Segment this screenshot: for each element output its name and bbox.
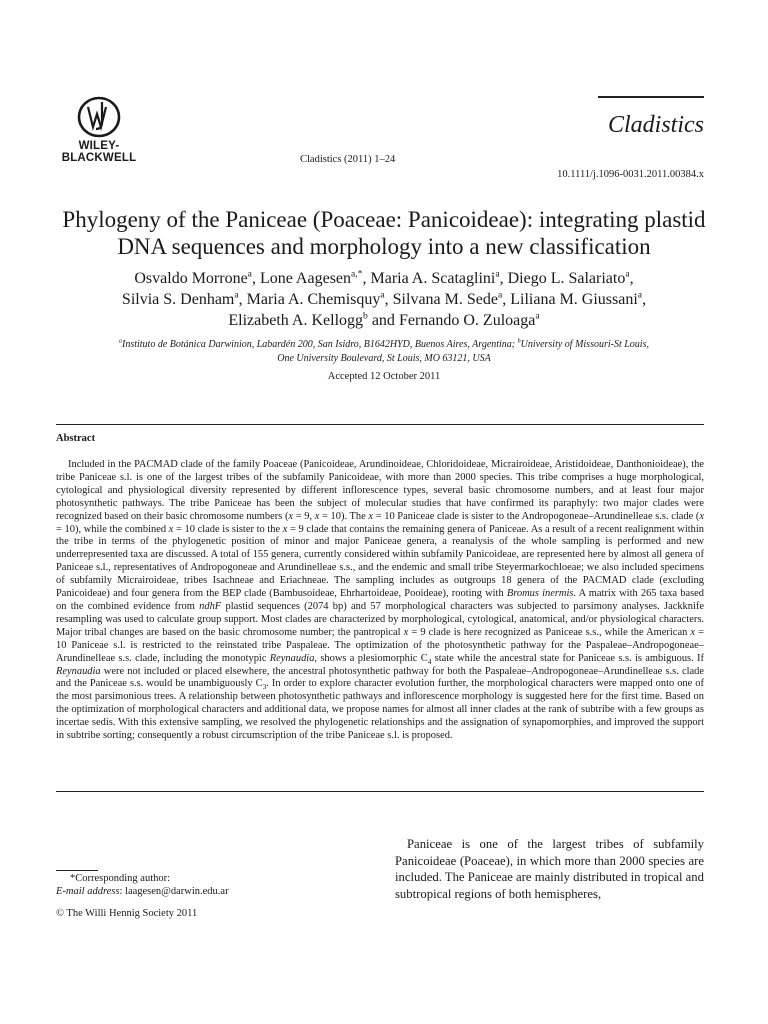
abstract-italic-term: ndhF <box>199 600 222 612</box>
journal-name: Cladistics <box>607 112 704 138</box>
corresponding-author-label: *Corresponding author: <box>70 873 171 884</box>
affiliation-line-1 <box>40 338 728 352</box>
author-affiliation-mark: a <box>625 268 630 280</box>
abstract-italic-term: x <box>282 523 288 535</box>
abstract-heading: Abstract <box>56 433 96 444</box>
abstract-italic-term: x <box>168 523 174 535</box>
abstract-subscript: 3 <box>262 682 267 692</box>
author-name: Osvaldo Morrone <box>134 270 248 287</box>
author-affiliation-mark: a <box>234 289 239 301</box>
abstract-italic-term: Bromus inermis <box>506 588 574 600</box>
author-separator: , <box>362 270 371 287</box>
title-line-2: DNA sequences and morphology into a new classification <box>117 234 651 259</box>
wiley-logo-icon <box>68 96 130 138</box>
email-label: E-mail address <box>56 885 120 897</box>
affiliations <box>40 338 728 366</box>
introduction-paragraph: Paniceae is one of the largest tribes of subfamily Panicoideae (Poaceae), in which more than 2000 species are included. The Paniceae are mainly distributed in tropical and subtropical regions of both hemispheres, <box>395 837 704 901</box>
abstract-italic-term: x <box>699 510 704 522</box>
author-name: Silvana M. Sede <box>392 291 498 308</box>
publisher-name-line2: BLACKWELL <box>61 152 137 164</box>
abstract-italic-term: Reynaudia <box>269 652 315 664</box>
email-address[interactable]: : laagesen@darwin.edu.ar <box>119 885 229 897</box>
affiliation-b-mark: b <box>517 338 521 345</box>
abstract-text-run: state while the ancestral state for Paniceae s.s. is ambiguous. If <box>431 652 704 664</box>
author-name: Diego L. Salariato <box>507 270 626 287</box>
accepted-date: Accepted 12 October 2011 <box>327 371 441 382</box>
abstract-text-run: = 9 clade that contains the remaining genera of Paniceae. As a result of a recent realignment within the tribe in terms of the phylogenetic position of minor and major Paniceae genera, a reanalysis of the whole sampling is performed and new underrepresented taxa are discussed. A total of 155 genera, currently considered within subfamily Panicoideae, are represented here by almost all genera of Paniceae s.l., representatives of Andropogoneae and Arundinelleae s.s., and the endemic and small tribe Steyermarkochloeae; we also included specimens of subfamily Micrairoideae, tribes Isachneae and Eriachneae. The sampling includes as outgroups 18 genera of the PACMAD clade (excluding Panicoideae) and four genera from the BEP clade (Bambusoideae, Ehrhartoideae, Pooideae), rooting with <box>56 523 704 600</box>
abstract-text-run: = 10 Paniceae clade is sister to the Andropogoneae–Arundinelleae s.s. clade ( <box>373 510 700 522</box>
author-affiliation-mark: a <box>497 289 503 301</box>
author-separator: , <box>384 291 393 308</box>
author-affiliation-mark: a <box>637 289 643 301</box>
author-name: Silvia S. Denham <box>121 291 235 308</box>
abstract-text-run: = 10 Paniceae s.l. is restricted to the reinstated tribe Paspaleae. The optimization of the photosynthetic pathway for the Paspaleae–Andropogoneae–Arundinelleae s.s. clade, including the monotypic <box>56 626 704 664</box>
abstract-text-run: . In order to explore character evolution further, the morphological characters were mapped onto one of the most parsimonious trees. A relationship between photosynthetic pathways and inflorescence morphology is suggested here for the first time. Based on the optimization of morphological characters and additional data, we propose names for almost all inner clades at the rank of subtribe with a few groups as incertae sedis. With this extensive sampling, we resolved the phylogenetic relationships and the assignation of synapomorphies, and improved the support in subtribe sorting; consequently a robust circumscription of the tribe Paniceae s.l. is proposed. <box>56 678 704 742</box>
article-title <box>40 206 728 260</box>
abstract-text-run: = 10), while the combined <box>56 523 169 535</box>
author-affiliation-mark: a,* <box>351 268 363 280</box>
author-affiliation-mark: a <box>495 268 500 280</box>
author-separator: , <box>502 291 511 308</box>
abstract-text-run: = 9, <box>293 510 315 522</box>
affiliation-a-mark: a <box>119 338 122 345</box>
abstract-body <box>56 459 704 743</box>
abstract-top-rule <box>56 424 704 425</box>
abstract-italic-term: x <box>403 626 409 638</box>
title-line-1: Phylogeny of the Paniceae (Poaceae: Panicoideae): integrating plastid <box>62 207 706 232</box>
abstract-text-run: = 10). The <box>319 510 369 522</box>
author-affiliation-mark: a <box>535 310 540 322</box>
author-list <box>40 268 728 331</box>
footnote-rule <box>56 870 98 871</box>
abstract-italic-term: x <box>690 626 696 638</box>
abstract-text-run: = 9 clade is here recognized as Paniceae s.s., while the American <box>408 626 691 638</box>
affiliation-a: Instituto de Botánica Darwinion, Labardén 200, San Isidro, B1642HYD, Buenos Aires, Argentina; <box>122 339 516 350</box>
abstract-subscript: 4 <box>427 656 432 666</box>
abstract-bottom-rule <box>56 791 704 792</box>
abstract-italic-term: x <box>314 510 320 522</box>
publisher-name-line1: WILEY- <box>78 140 120 152</box>
author-name: Maria A. Scataglini <box>370 270 496 287</box>
abstract-text-run: Included in the PACMAD clade of the family Poaceae (Panicoideae, Arundinoideae, Chloridoideae, Micrairoideae, Aristidoideae, Danthonioideae), the tribe Paniceae s.l. is one of the largest tribes of the subfamily Panicoideae, with more than 2000 species. This tribe comprises a huge morphological, cytological and physiological diversity represented by different inflorescence types, several basic chromosome numbers, and at least four major photosynthetic pathways. The tribe Paniceae has been the subject of molecular studies that have confirmed its paraphyly: two major clades were recognized based on their basic chromosome numbers ( <box>56 459 704 522</box>
author-affiliation-mark: a <box>380 289 385 301</box>
author-separator: , <box>629 270 634 287</box>
doi: 10.1111/j.1096-0031.2011.00384.x <box>557 169 704 180</box>
journal-rule <box>598 96 704 98</box>
copyright: © The Willi Hennig Society 2011 <box>56 908 198 919</box>
abstract-text-run: . A matrix with 265 taxa based on the combined evidence from <box>56 588 704 612</box>
abstract-italic-term: Reynaudia <box>56 665 101 677</box>
author-name: Lone Aagesen <box>259 270 352 287</box>
author-separator: , <box>251 270 260 287</box>
author-separator: , <box>238 291 247 308</box>
author-name: Fernando O. Zuloaga <box>398 312 536 329</box>
abstract-text-run: plastid sequences (2074 bp) and 57 morphological characters was subjected to parsimony analyses. Jackknife resampling was used to calculate group support. Most clades are characterized by morphological, cytological, anatomical, and/or physiological characters. Major tribal changes are based on the basic chromosome number; the pantropical <box>56 600 704 638</box>
email-line <box>56 886 356 899</box>
author-name: Liliana M. Giussani <box>510 291 638 308</box>
citation: Cladistics (2011) 1–24 <box>300 154 396 165</box>
affiliation-b-part1: University of Missouri-St Louis, <box>520 339 649 350</box>
author-name: Maria A. Chemisquy <box>246 291 381 308</box>
author-name: Elizabeth A. Kellogg <box>228 312 364 329</box>
footnote <box>56 873 356 898</box>
abstract-italic-term: x <box>288 510 294 522</box>
author-separator: , <box>499 270 508 287</box>
author-affiliation-mark: b <box>363 310 368 322</box>
abstract-text-run: = 10 clade is sister to the <box>173 523 283 535</box>
abstract-text-run: , shows a plesiomorphic C <box>314 652 428 664</box>
author-affiliation-mark: a <box>247 268 252 280</box>
abstract-text-run: were not included or placed elsewhere, the ancestral photosynthetic pathway for both the Paspaleae–Andropogoneae–Arundinelleae s.s. clade and the Paniceae s.s. would be unambiguously C <box>56 665 704 690</box>
abstract-italic-term: x <box>368 510 374 522</box>
author-separator: and <box>367 312 399 329</box>
author-separator: , <box>642 291 647 308</box>
affiliation-b-part2: One University Boulevard, St Louis, MO 63121, USA <box>277 353 491 364</box>
